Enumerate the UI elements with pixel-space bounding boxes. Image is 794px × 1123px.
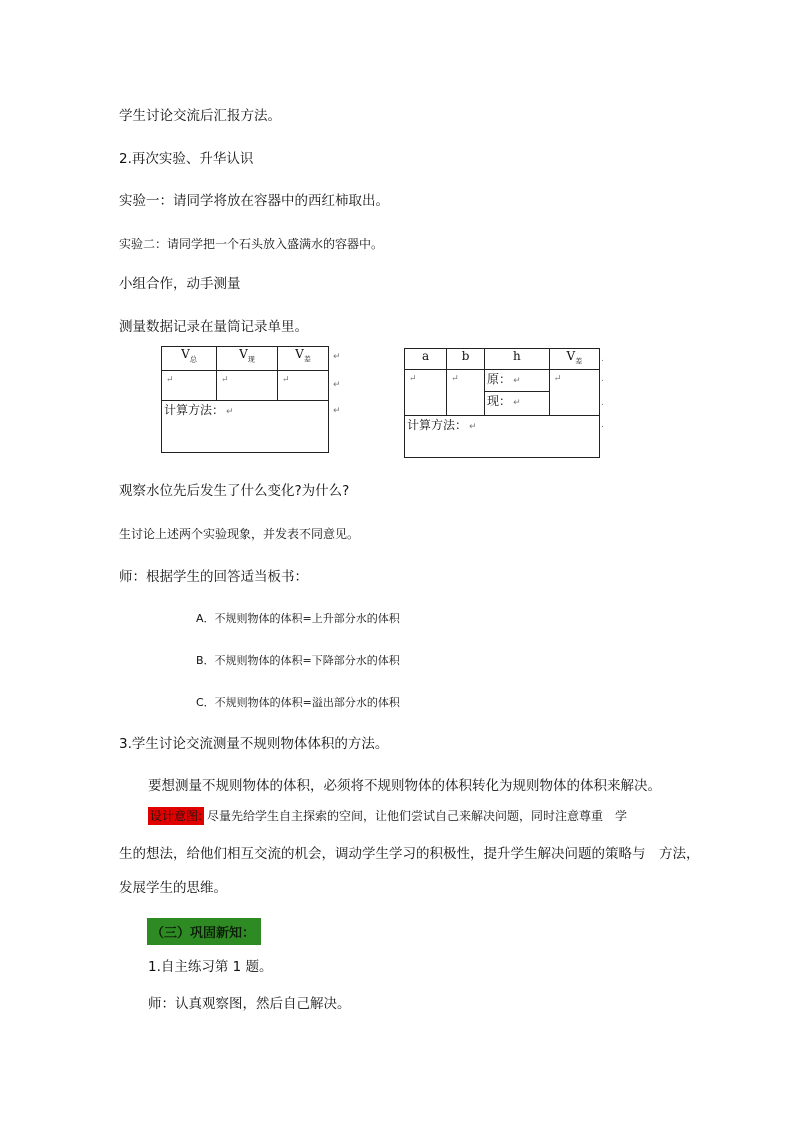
option-b: B．不规则物体的体积=下降部分水的体积 [196,654,400,667]
table1-cell: ↵ [217,371,278,401]
para-teacher-observe: 师：认真观察图，然后自己解决。 [148,996,351,1012]
table2-header-h: h [485,349,550,370]
measure-table-two [404,348,600,458]
table2-header-a: a [405,349,447,370]
option-a: A．不规则物体的体积=上升部分水的体积 [196,612,400,625]
table2-cell-original: 原： ↵ [485,370,550,392]
table1-header-v-now: $V_现$ [217,347,278,371]
paragraph-mark: . [601,374,604,384]
paragraph-mark: ↵ [333,352,341,362]
table2-header-v-diff: $V_差$ [549,349,599,370]
design-intent-text: 尽量先给学生自主探索的空间，让他们尝试自己来解决问题，同时注意尊重 学 [207,809,628,823]
para-group-work: 小组合作，动手测量 [119,276,241,292]
para-experiment-two: 实验二：请同学把一个石头放入盛满水的容器中。 [119,237,384,251]
table1-cell: ↵ [278,371,329,401]
table2-cell: ↵ [405,370,447,416]
section-consolidate-tag: （三）巩固新知： [147,918,261,945]
paragraph-mark: ↵ [333,406,341,416]
para-experiment-again: 2.再次实验、升华认识 [119,151,254,167]
para-observe-water: 观察水位先后发生了什么变化?为什么? [119,483,350,499]
paragraph-mark: . [601,420,604,430]
table2-header-b: b [447,349,485,370]
para-convert-volume: 要想测量不规则物体的体积，必须将不规则物体的体积转化为规则物体的体积来解决。 [148,778,661,794]
table2-calc-cell: 计算方法： ↵ [405,416,600,458]
para-design-intent [148,807,627,825]
table2-cell: ↵ [447,370,485,416]
para-teacher-board: 师：根据学生的回答适当板书： [119,569,308,585]
para-design-intent-cont: 生的想法，给他们相互交流的机会，调动学生学习的积极性，提升学生解决问题的策略与 方法， [119,846,700,862]
table2-cell-now: 现： ↵ [485,392,550,416]
para-method-discuss: 3.学生讨论交流测量不规则物体体积的方法。 [119,736,389,752]
table1-header-v-diff: $V_差$ [278,347,329,371]
para-practice-one: 1.自主练习第 1 题。 [148,959,273,975]
option-c: C．不规则物体的体积=溢出部分水的体积 [196,696,400,709]
table1-header-v-total: $V_总$ [162,347,217,371]
para-report-method: 学生讨论交流后汇报方法。 [119,108,281,124]
para-experiment-one: 实验一：请同学将放在容器中的西红柿取出。 [119,193,389,209]
table1-calc-cell: 计算方法： ↵ [162,401,329,453]
design-intent-tag: 设计意图: [150,809,203,823]
table1-cell: ↵ [162,371,217,401]
paragraph-mark: . [601,398,604,408]
measure-table-one [161,346,329,453]
para-record-data: 测量数据记录在量筒记录单里。 [119,319,308,335]
paragraph-mark: ↵ [333,380,341,390]
table2-cell: ↵ [549,370,599,416]
paragraph-mark: . [601,354,604,364]
para-student-discuss: 生讨论上述两个实验现象，并发表不同意见。 [119,527,360,541]
para-design-intent-end: 发展学生的思维。 [119,880,227,896]
